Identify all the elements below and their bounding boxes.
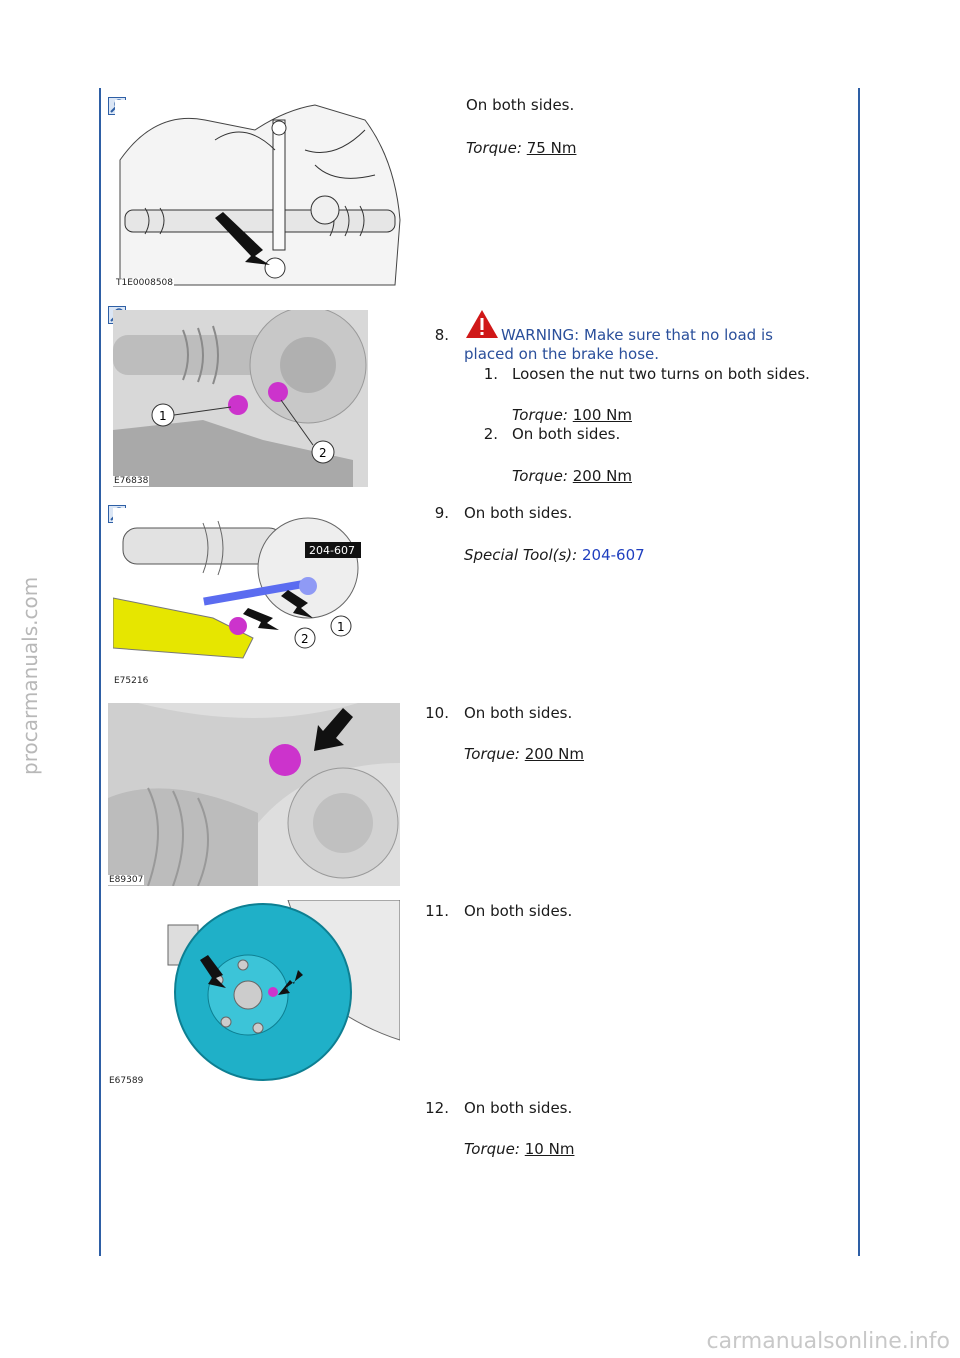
figure-stabilizer-link[interactable] (115, 100, 408, 290)
figure-special-tool[interactable] (113, 508, 368, 688)
figure-code: T1E0008508 (116, 278, 173, 288)
figure-code: E76838 (114, 476, 149, 486)
special-tool-label: Special Tool(s): (464, 546, 578, 564)
step-text: On both sides. (464, 1099, 573, 1117)
torque-line (464, 1140, 574, 1159)
torque-line (466, 139, 576, 158)
figure-code: E75216 (114, 676, 149, 686)
torque-label: Torque: (512, 467, 568, 485)
torque-label: Torque: (466, 139, 522, 157)
substep-text: On both sides. (512, 425, 621, 443)
torque-line (512, 467, 632, 486)
step-text: On both sides. (464, 504, 573, 522)
substep-number: 1. (483, 365, 498, 383)
footer-watermark: carmanualsonline.info (706, 1329, 950, 1354)
special-tool-link[interactable]: 204-607 (582, 546, 645, 564)
step-text: On both sides. (464, 902, 573, 920)
torque-value[interactable]: 200 Nm (572, 467, 632, 485)
callout-2: 2 (301, 632, 309, 646)
figure-ball-joint-nuts[interactable] (113, 310, 368, 487)
torque-label: Torque: (464, 1140, 520, 1158)
right-margin-rule (858, 88, 860, 1256)
torque-value[interactable]: 200 Nm (524, 745, 584, 763)
warning-text: WARNING: Make sure that no load is (501, 326, 773, 344)
torque-value[interactable]: 75 Nm (526, 139, 577, 157)
warning-triangle-icon (465, 309, 499, 339)
torque-value[interactable]: 10 Nm (524, 1140, 575, 1158)
step-number: 12. (425, 1099, 449, 1117)
step-number: 9. (434, 504, 449, 522)
torque-label: Torque: (464, 745, 520, 763)
step-number: 8. (434, 326, 449, 344)
step-number: 11. (425, 902, 449, 920)
figure-code: E89307 (109, 875, 144, 885)
torque-line (464, 745, 584, 764)
warning-text-cont: placed on the brake hose. (464, 345, 660, 363)
special-tool-line (464, 546, 645, 565)
torque-value[interactable]: 100 Nm (572, 406, 632, 424)
callout-1: 1 (159, 409, 167, 423)
callout-1: 1 (337, 620, 345, 634)
step-number: 10. (425, 704, 449, 722)
substep-text: Loosen the nut two turns on both sides. (512, 365, 810, 383)
step-text: On both sides. (466, 96, 575, 114)
torque-label: Torque: (512, 406, 568, 424)
callout-2: 2 (319, 446, 327, 460)
figure-brake-disc[interactable] (108, 900, 400, 1088)
torque-line (512, 406, 632, 425)
substep-number: 2. (483, 425, 498, 443)
left-margin-rule (99, 88, 101, 1256)
step-text: On both sides. (464, 704, 573, 722)
tool-tag: 204-607 (309, 544, 355, 557)
figure-code: E67589 (109, 1076, 144, 1086)
side-watermark: procarmanuals.com (18, 576, 42, 775)
figure-hub-nut[interactable] (108, 703, 400, 886)
